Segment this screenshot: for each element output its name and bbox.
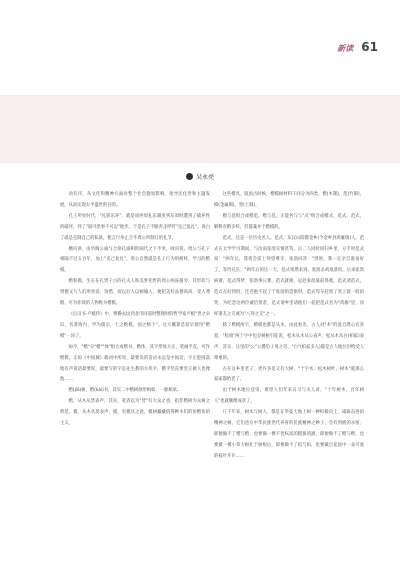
paragraph: 除了楷模两字，楷模也都是从木，由此看出，古人对"木"的爱自然心有喜爱，"松柏"两个字中也是树树引征说，松木从木从公表声，松从木从白(柏家)表声，其实，这里的"公"公爵伯子男之首，"白"(柏家多人)都是古人地位封给受人尊重的。: [214, 322, 364, 361]
paragraph: 孔子所处时代，"礼崩乐坏"，就是说西周礼乐制度到东周时遭到了破坏性的破坏，到了"崩可恶事不可忍"地步。于是孔子不断奔走呼吁"克己复礼"，说白了就是克制自己的私欲，使言行举止合乎周公所制订的礼节。: [60, 213, 210, 241]
section-label: 新读: [337, 44, 354, 53]
author-dot-icon: [186, 173, 193, 180]
decorative-band: [0, 95, 400, 163]
paragraph: 动有序，从文化和精神方面对整个社会施加影响，指导民化世和主题发展，从而实现太平盛世的目的。: [60, 192, 210, 208]
paragraph: 范式，还是一位历史名人。范式，东汉山阳郡金乡(今金乡县鸿雁镇)人。范式在太学学习期间，与汝南张劭交情甚笃。后二人同时回归乡里，分手时范式说："两年后，我将会前上拜望尊亲，张劭回答："到时，我一定亲自准备好了，等待兄长。"两年后的这一天，范式果然来到。张劭杀鸡准备饭，后来张劭病逝，范式得梦，张劭事日葬。范式就相，远赴张劭墓前祭奠，范式请范式，范式在好到时，还迟抱不起了于张劭的恐惧时，范式驾车赶到了哭上就一般的哭，为纪念这两位诚信贤者，范式请乡里请他们一起把范式名为"鸿雁"里，同样诸友之交诚为"八拜之交"之一。: [214, 235, 364, 317]
paragraph: 楷，从木从皆表声。其实，笔者以为"皆"有大众之意，指非楷树为众树之典范。模，从木从莫表声，模，有模具之意，模树藏藏值得种木们的仿楷仿的主义，: [60, 399, 210, 427]
paragraph: 由于树木地位登崇，难怪人们年来日习与夫人对，"十年树木，百年树人"也就顺理成章了。: [214, 388, 364, 405]
author-name: 吴永亮: [195, 174, 214, 181]
page-number: 61: [361, 40, 378, 54]
paragraph: 《后汉书·卢植传》中，曹操去坟到北市回道时整理时的哲学家卢植"世之卓识，名著海内，学为儒宗，士之楷模，国之桢干"。这大概算是较早使用"楷模"一词了。: [60, 311, 210, 339]
paragraph: 楷与范组合成楷范。楷与范，正能各与与"式"组合成楷式、范式，范式，解释有楷多样，但都兼并于楷模的。: [214, 213, 364, 230]
paragraph: 这些楷具，既国古时候，楷模树材料干同分为四类，楷(木制)，范(竹制)，模(金属制)，型(土制)。: [214, 192, 364, 208]
paragraph: 几千年来，树木与树人，都是在华夏大地上树一种积极向上、砥砺奋进的精神之树。它们也在中华民族世代养育的民族精神之种子，会有到底的永恒，即便做不了楷与楷，也要做一棵不畏权高的挺拔清澈，即便做不了楷与楷，也要做一棵小草力根扎于树根后，即便做不了松与柏，也要做百花园中一朵可爱的枝叶开开……: [214, 410, 364, 459]
paragraph: 楷(jiē)树，楷(kǎi)书，其实二中楷树颜形相如，一脉相承。: [68, 388, 182, 394]
byline: [0, 172, 400, 181]
paragraph: 古在这乡里老子，更许多是又有大树，"十字木，松木树叶，树木"就那么家家都给老了。: [214, 366, 364, 383]
paragraph: 横向讲，由阜陶公谕与合皋孔谕相阶闽代之下半米，咏向说，周公与孔子相隔不过五百年，加上"克己复礼"，周公自然就是孔子行为的榜样、学习的楷模。: [60, 246, 210, 274]
paragraph: 楷和模，生长在孔贤子古的孔夫人和美誉先哲的周公两座墓旁，其形状与贤德又与人们所喜爱、珍惜，而以后人以树喻人，便把美好品德高尚、受人尊敬、可为你效的人物称为楷模。: [60, 279, 210, 307]
page-header: [337, 40, 378, 54]
text-column-left: [60, 190, 210, 430]
paragraph: 如今，"楷"分"楷""体"组合成楷书、楷体，其字形体方正，笔画平直，可作楷模，正如《中国城》载词中所说，最要说的话语永远是中国话，字正腔圆落地有声说话最要说，最要写的字是先生教的方块字，横平竖直要堂正做人也像他……: [60, 344, 210, 383]
text-column-right: [214, 190, 364, 463]
